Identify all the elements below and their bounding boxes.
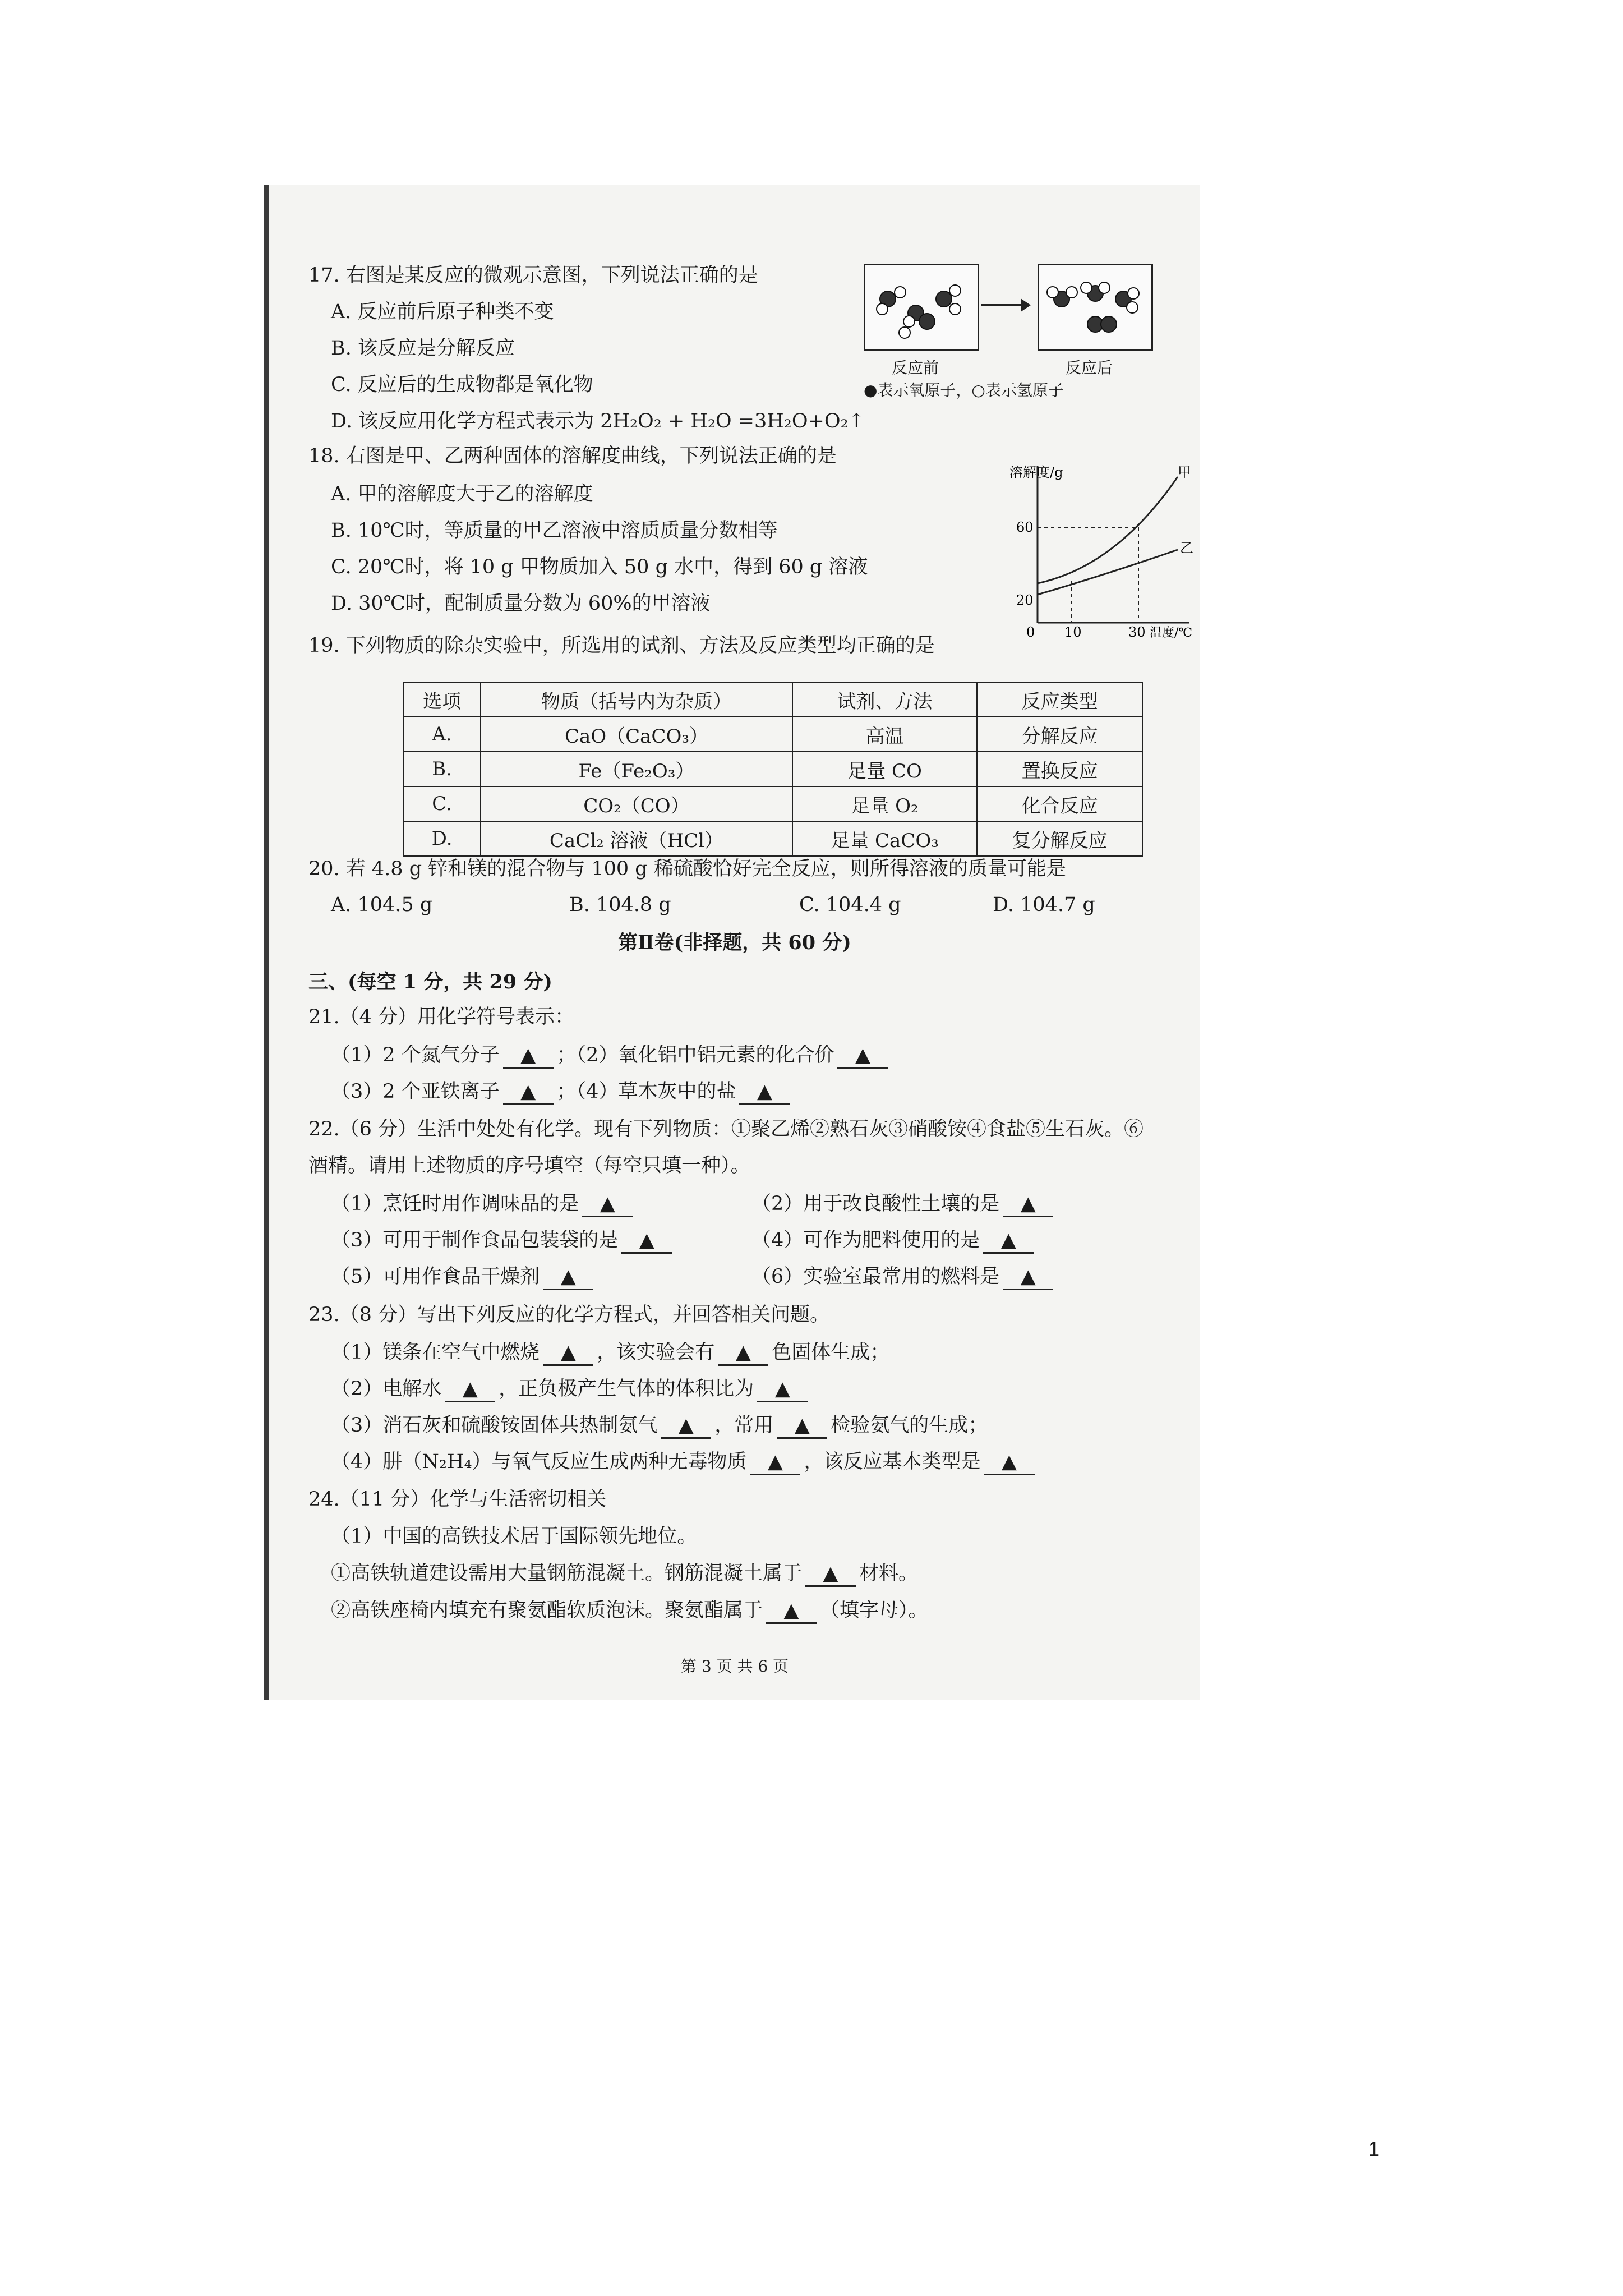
answer-blank[interactable]: ▲	[766, 1599, 817, 1624]
table-cell: B.	[403, 752, 481, 786]
chart-tick-x0: 0	[1026, 624, 1035, 639]
q24-stem: 24.（11 分）化学与生活密切相关	[308, 1488, 607, 1511]
answer-blank[interactable]: ▲	[503, 1080, 554, 1105]
answer-blank[interactable]: ▲	[1003, 1192, 1053, 1217]
answer-blank[interactable]: ▲	[503, 1043, 554, 1069]
q18-option-b: B. 10℃时，等质量的甲乙溶液中溶质质量分数相等	[331, 519, 778, 542]
table-cell: 化合反应	[977, 786, 1142, 821]
table-row	[403, 717, 1142, 752]
table-header-cell: 试剂、方法	[792, 682, 977, 717]
reaction-after-label: 反应后	[1066, 358, 1113, 377]
q17-option-d: D. 该反应用化学方程式表示为 2H₂O₂ + H₂O =3H₂O+O₂↑	[331, 410, 865, 432]
answer-blank[interactable]: ▲	[984, 1450, 1035, 1475]
answer-blank[interactable]: ▲	[661, 1414, 711, 1439]
answer-blank[interactable]: ▲	[805, 1562, 856, 1587]
chart-tick-y60: 60	[1016, 519, 1034, 535]
section-2-title: 第Ⅱ卷(非择题，共 60 分)	[618, 931, 851, 954]
table-cell: 置换反应	[977, 752, 1142, 786]
answer-blank[interactable]: ▲	[750, 1450, 800, 1475]
table-cell: 分解反应	[977, 717, 1142, 752]
table-cell: CaO（CaCO₃）	[481, 717, 792, 752]
table-cell: CO₂（CO）	[481, 786, 792, 821]
answer-blank[interactable]: ▲	[718, 1341, 768, 1366]
table-row	[403, 786, 1142, 821]
q17-stem: 17. 右图是某反应的微观示意图，下列说法正确的是	[308, 264, 758, 287]
page-footer: 第 3 页 共 6 页	[680, 1657, 789, 1676]
chart-tick-x30: 30	[1128, 624, 1146, 639]
table-cell: 高温	[792, 717, 977, 752]
table-header-cell: 反应类型	[977, 682, 1142, 717]
table-cell: 复分解反应	[977, 821, 1142, 856]
q22-item-1: （1）烹饪时用作调味品的是 ▲	[331, 1192, 636, 1217]
series-yi-label: 乙	[1180, 540, 1193, 556]
answer-blank[interactable]: ▲	[543, 1265, 593, 1290]
answer-blank[interactable]: ▲	[582, 1192, 633, 1217]
q20-option-b: B. 104.8 g	[569, 894, 671, 916]
q17-option-c: C. 反应后的生成物都是氧化物	[331, 374, 593, 396]
table-cell: Fe（Fe₂O₃）	[481, 752, 792, 786]
answer-blank[interactable]: ▲	[1003, 1265, 1053, 1290]
reaction-legend: ●表示氧原子，○表示氢原子	[864, 381, 1064, 399]
series-jia-label: 甲	[1178, 464, 1191, 480]
table-cell: C.	[403, 786, 481, 821]
series-yi-curve	[1038, 550, 1178, 595]
q18-option-a: A. 甲的溶解度大于乙的溶解度	[331, 483, 593, 505]
reaction-before-box	[864, 264, 979, 351]
q17-option-b: B. 该反应是分解反应	[331, 337, 515, 360]
chart-y-label: 溶解度/g	[1009, 464, 1063, 480]
table-header-row	[403, 682, 1142, 717]
part-3-title: 三、(每空 1 分，共 29 分)	[308, 970, 552, 993]
q17-option-a: A. 反应前后原子种类不变	[331, 301, 554, 323]
q20-option-d: D. 104.7 g	[993, 894, 1095, 916]
solubility-curve-chart	[1009, 454, 1195, 639]
q24-line-2: ①高铁轨道建设需用大量钢筋混凝土。钢筋混凝土属于 ▲ 材料。	[331, 1562, 918, 1587]
q23-line-3: （3）消石灰和硫酸铵固体共热制氨气 ▲ ，常用 ▲ 检验氨气的生成；	[331, 1414, 988, 1439]
table-header-cell: 选项	[403, 682, 481, 717]
q24-line-1: （1）中国的高铁技术居于国际领先地位。	[331, 1525, 697, 1548]
table-cell: CaCl₂ 溶液（HCl）	[481, 821, 792, 856]
q21-stem: 21.（4 分）用化学符号表示：	[308, 1006, 575, 1028]
answer-blank[interactable]: ▲	[445, 1377, 495, 1402]
table-row	[403, 821, 1142, 856]
q20-stem: 20. 若 4.8 g 锌和镁的混合物与 100 g 稀硫酸恰好完全反应，则所得溶液的质量可能是	[308, 858, 1066, 880]
q20-option-a: A. 104.5 g	[331, 894, 433, 916]
answer-blank[interactable]: ▲	[837, 1043, 888, 1069]
answer-blank[interactable]: ▲	[621, 1228, 672, 1254]
table-header-cell: 物质（括号内为杂质）	[481, 682, 792, 717]
chart-tick-x10: 10	[1064, 624, 1082, 639]
q18-option-c: C. 20℃时，将 10 g 甲物质加入 50 g 水中，得到 60 g 溶液	[331, 556, 868, 578]
q19-stem: 19. 下列物质的除杂实验中，所选用的试剂、方法及反应类型均正确的是	[308, 634, 935, 657]
answer-blank[interactable]: ▲	[777, 1414, 827, 1439]
reaction-arrow-line	[981, 304, 1026, 306]
chart-tick-y20: 20	[1016, 592, 1034, 608]
table-cell: 足量 CaCO₃	[792, 821, 977, 856]
table-cell: 足量 CO	[792, 752, 977, 786]
q23-line-1: （1）镁条在空气中燃烧 ▲ ，该实验会有 ▲ 色固体生成；	[331, 1341, 889, 1366]
table-cell: D.	[403, 821, 481, 856]
table-row	[403, 752, 1142, 786]
q23-stem: 23.（8 分）写出下列反应的化学方程式，并回答相关问题。	[308, 1304, 830, 1326]
q20-option-c: C. 104.4 g	[799, 894, 901, 916]
q21-line-2: （3）2 个亚铁离子 ▲ ；（4）草木灰中的盐 ▲	[331, 1080, 793, 1105]
q22-stem-1: 22.（6 分）生活中处处有化学。现有下列物质：①聚乙烯②熟石灰③硝酸铵④食盐⑤生石灰。⑥	[308, 1118, 1144, 1140]
q22-item-5: （5）可用作食品干燥剂 ▲	[331, 1265, 597, 1290]
q22-item-2: （2）用于改良酸性土壤的是 ▲	[751, 1192, 1057, 1217]
answer-blank[interactable]: ▲	[739, 1080, 790, 1105]
answer-blank[interactable]: ▲	[983, 1228, 1034, 1254]
molecule-after-illustration	[1039, 265, 1151, 349]
molecule-before-illustration	[865, 265, 978, 349]
q22-item-3: （3）可用于制作食品包装袋的是 ▲	[331, 1228, 675, 1254]
q18-option-d: D. 30℃时，配制质量分数为 60%的甲溶液	[331, 592, 711, 615]
q23-line-4: （4）肼（N₂H₄）与氧气反应生成两种无毒物质 ▲ ，该反应基本类型是 ▲	[331, 1450, 1038, 1475]
reaction-arrow-icon	[1021, 298, 1031, 312]
answer-blank[interactable]: ▲	[543, 1341, 593, 1366]
q19-table	[403, 682, 1143, 857]
reaction-before-label: 反应前	[892, 358, 939, 377]
reaction-after-box	[1038, 264, 1153, 351]
series-jia-curve	[1038, 477, 1178, 583]
table-cell: A.	[403, 717, 481, 752]
table-cell: 足量 O₂	[792, 786, 977, 821]
answer-blank[interactable]: ▲	[757, 1377, 808, 1402]
q22-stem-2: 酒精。请用上述物质的序号填空（每空只填一种）。	[308, 1154, 750, 1177]
chart-x-label: 温度/℃	[1150, 626, 1193, 639]
q24-line-3: ②高铁座椅内填充有聚氨酯软质泡沫。聚氨酯属于 ▲ （填字母）。	[331, 1599, 928, 1624]
scanned-exam-page	[264, 185, 1200, 1700]
q22-item-4: （4）可作为肥料使用的是 ▲	[751, 1228, 1037, 1254]
q23-line-2: （2）电解水 ▲ ，正负极产生气体的体积比为 ▲	[331, 1377, 811, 1402]
q21-line-1: （1）2 个氮气分子 ▲ ；（2）氧化铝中铝元素的化合价 ▲	[331, 1043, 891, 1069]
q18-stem: 18. 右图是甲、乙两种固体的溶解度曲线，下列说法正确的是	[308, 445, 837, 467]
page-number: 1	[1368, 2137, 1380, 2160]
q22-item-6: （6）实验室最常用的燃料是 ▲	[751, 1265, 1057, 1290]
